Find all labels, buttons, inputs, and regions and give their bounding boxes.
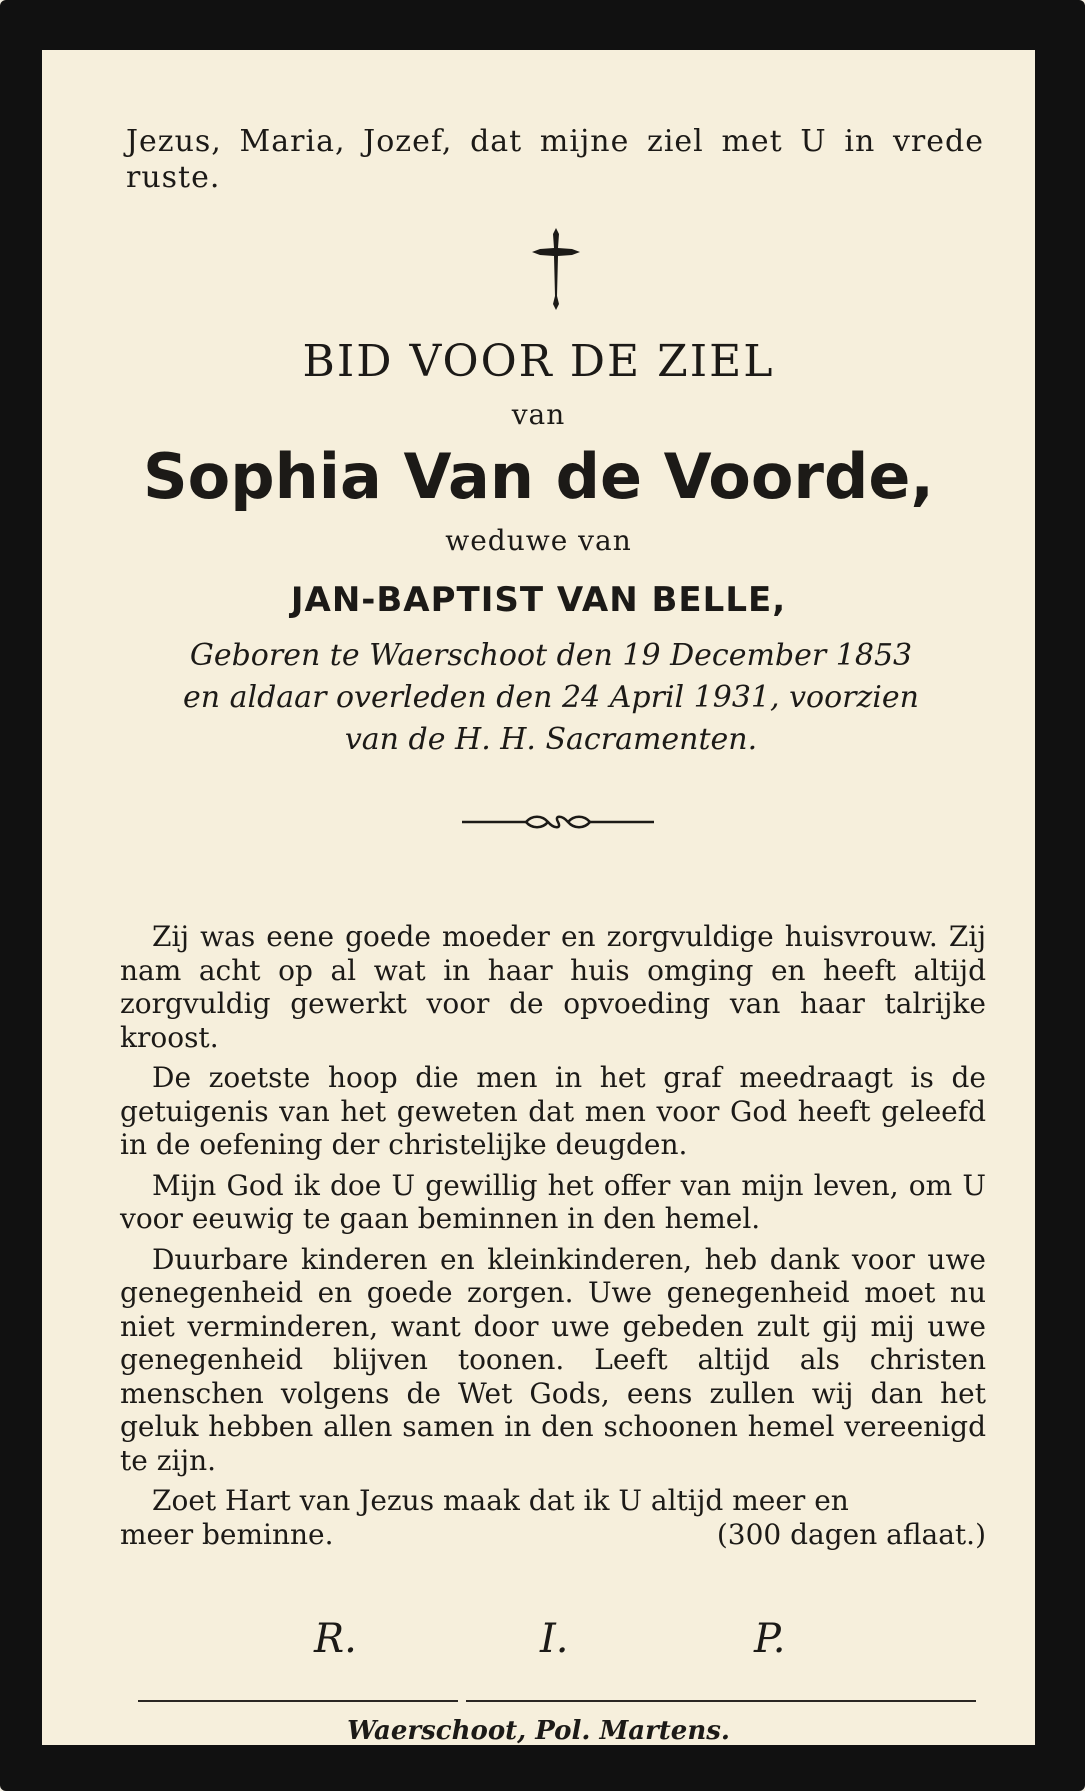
birth-line-1: Geboren te Waerschoot den 19 December 1853	[189, 638, 913, 673]
flourish-divider-icon	[460, 810, 656, 834]
paragraph-offering: Mijn God ik doe U gewillig het offer van mijn leven, om U voor eeuwig te gaan beminnen in den hemel.	[120, 1168, 986, 1235]
paragraph-hope: De zoetste hoop die men in het graf meedraagt is de getuigenis van het geweten dat men voor God heeft geleefd in de oefening der christelijke deugden.	[120, 1061, 986, 1161]
heading-pray-for-soul: BID VOOR DE ZIEL	[302, 336, 775, 387]
indulgence-line	[120, 1518, 986, 1552]
rip-i: I.	[540, 1616, 569, 1662]
rip-p: P.	[754, 1616, 786, 1662]
husband-name: JAN-BAPTIST VAN BELLE,	[290, 580, 787, 620]
memorial-text	[120, 920, 986, 1551]
widow-of-label: weduwe van	[445, 524, 632, 557]
rip-r: R.	[314, 1616, 357, 1662]
paragraph-mother: Zij was eene goede moeder en zorgvuldige huisvrouw. Zij nam acht op al wat in haar huis omging en heeft altijd zorgvuldig gewerkt voor de opvoeding van haar talrijke kroost.	[120, 920, 986, 1054]
latin-cross-icon	[528, 226, 584, 310]
birth-line-2: en aldaar overleden den 24 April 1931, voorzien	[183, 680, 919, 715]
paragraph-sacred-heart: Zoet Hart van Jezus maak dat ik U altijd meer en	[152, 1484, 849, 1517]
footer-rule-left	[138, 1700, 458, 1702]
opening-prayer: Jezus, Maria, Jozef, dat mijne ziel met U in vrede ruste.	[126, 124, 984, 195]
deceased-name: Sophia Van de Voorde,	[143, 440, 934, 513]
memorial-card	[42, 50, 1035, 1745]
printer-imprint: Waerschoot, Pol. Martens.	[347, 1716, 730, 1746]
paragraph-children: Duurbare kinderen en kleinkinderen, heb dank voor uwe genegenheid en goede zorgen. Uwe genegenheid moet nu niet verminderen, want door uwe gebeden zult gij mij uwe genegenheid blijven toonen. Leeft altijd als christen menschen volgens de Wet Gods, eens zullen wij dan het geluk hebben allen samen in den schoonen hemel vereenigd te zijn.	[120, 1242, 986, 1477]
sacred-heart-end: meer beminne.	[120, 1517, 334, 1551]
birth-death-details	[120, 635, 982, 761]
birth-line-3: van de H. H. Sacramenten.	[344, 722, 758, 757]
heading-van: van	[511, 398, 566, 431]
indulgence-note: (300 dagen aflaat.)	[716, 1517, 986, 1551]
footer-rule-right	[466, 1700, 976, 1702]
